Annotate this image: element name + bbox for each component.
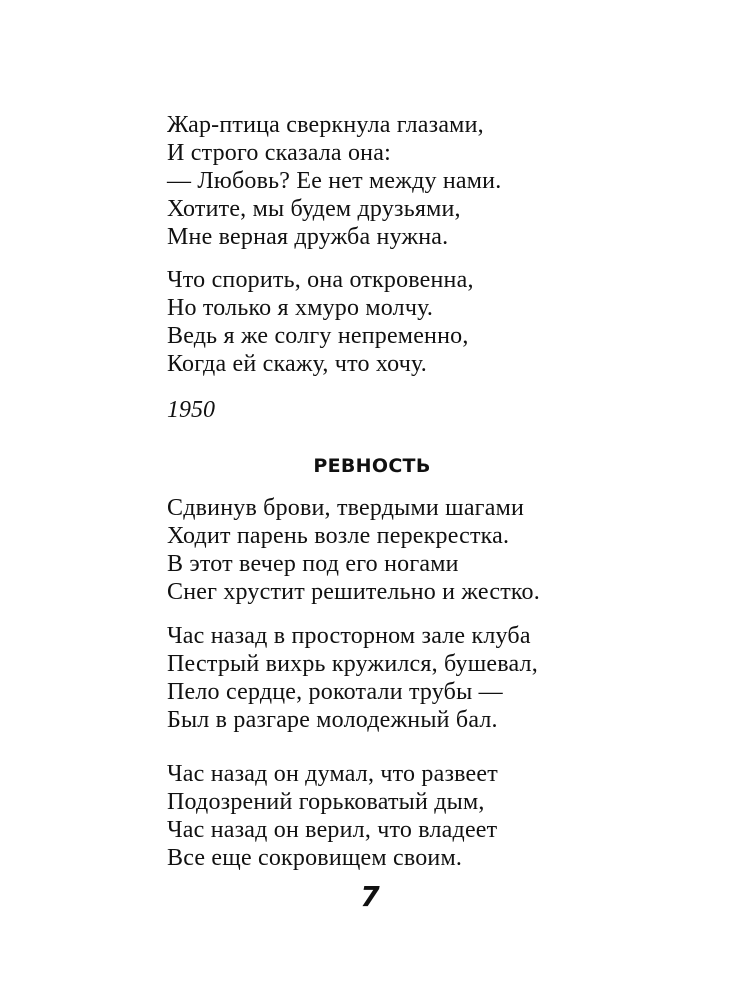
poem-stanza-1 <box>167 111 647 251</box>
poem-stanza-3 <box>167 494 647 606</box>
poem-date: 1950 <box>167 397 215 423</box>
verse-line: Час назад он верил, что владеет <box>167 817 498 843</box>
verse-line: Когда ей скажу, что хочу. <box>167 351 427 377</box>
verse-line: Но только я хмуро молчу. <box>167 295 434 321</box>
verse-line: Что спорить, она откровенна, <box>167 267 474 293</box>
verse-line: Все еще сокровищем своим. <box>167 845 463 871</box>
verse-line: И строго сказала она: <box>167 140 391 166</box>
page-number: 7 <box>360 880 380 913</box>
verse-line: Мне верная дружба нужна. <box>167 224 449 250</box>
verse-line: Пестрый вихрь кружился, бушевал, <box>167 651 538 677</box>
verse-line: Подозрений горьковатый дым, <box>167 789 485 815</box>
verse-line: Был в разгаре молодежный бал. <box>167 707 498 733</box>
verse-line: Час назад в просторном зале клуба <box>167 623 531 649</box>
verse-line: Снег хрустит решительно и жестко. <box>167 579 540 605</box>
verse-line: Час назад он думал, что развеет <box>167 761 498 787</box>
verse-line: Хотите, мы будем друзьями, <box>167 196 461 222</box>
poem-stanza-2 <box>167 266 647 378</box>
verse-line: Пело сердце, рокотали трубы — <box>167 679 503 705</box>
poem-title: РЕВНОСТЬ <box>313 455 431 477</box>
verse-line: Жар-птица сверкнула глазами, <box>167 112 484 138</box>
verse-line: Сдвинув брови, твердыми шагами <box>167 495 524 521</box>
verse-line: Ведь я же солгу непременно, <box>167 323 469 349</box>
verse-line: — Любовь? Ее нет между нами. <box>167 168 502 194</box>
poem-stanza-4 <box>167 622 647 734</box>
poem-stanza-5 <box>167 760 647 872</box>
verse-line: В этот вечер под его ногами <box>167 551 459 577</box>
verse-line: Ходит парень возле перекрестка. <box>167 523 510 549</box>
